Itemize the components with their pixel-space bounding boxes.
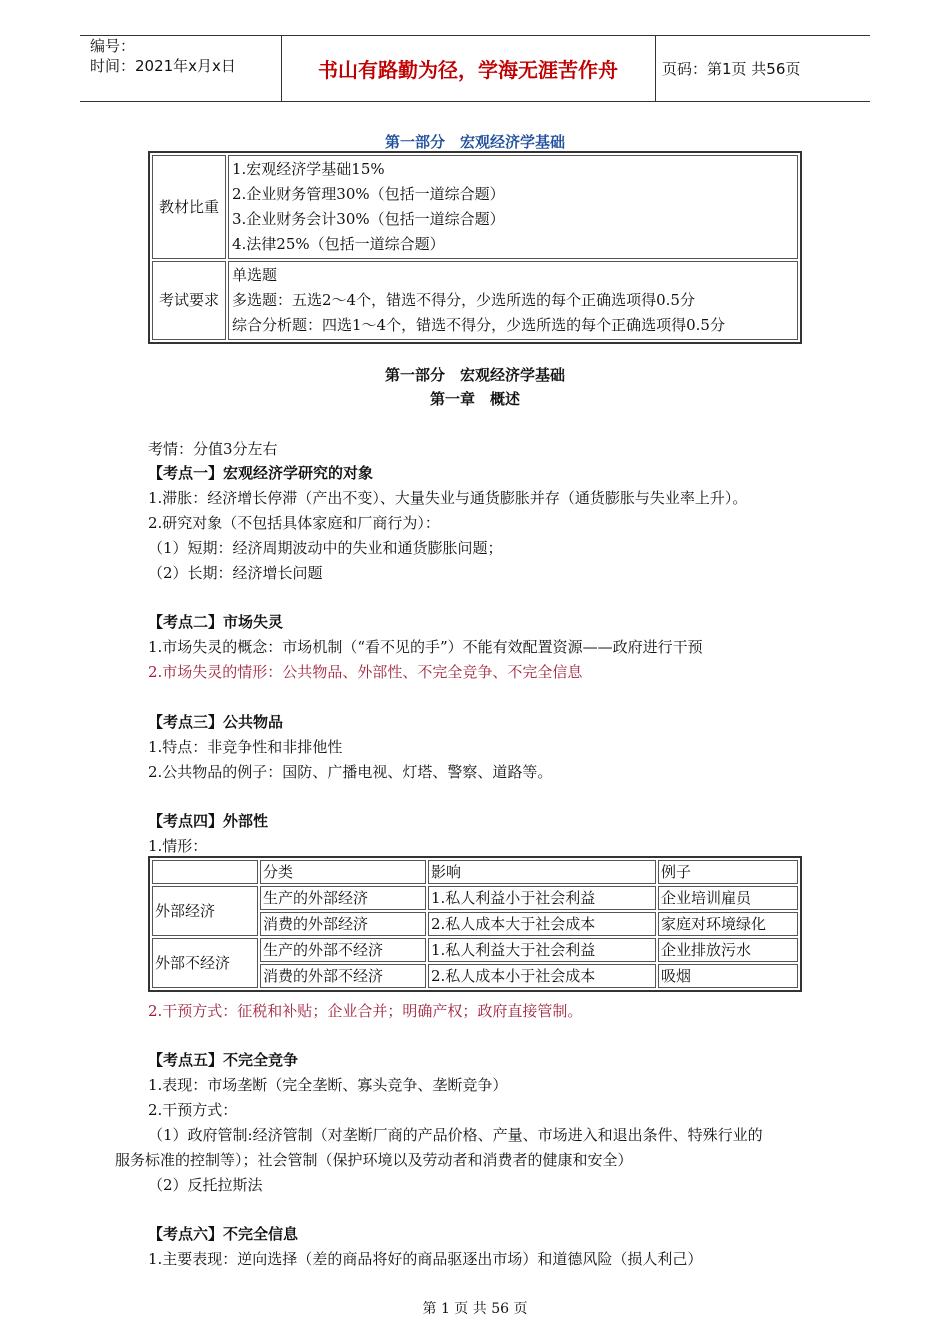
exam-overview: 考情：分值3分左右 bbox=[148, 440, 278, 458]
header-page-label: 页码：第1页 共56页 bbox=[662, 60, 801, 78]
header-divider-2 bbox=[655, 35, 656, 101]
weight-line: 3.企业财务会计30%（包括一道综合题） bbox=[232, 210, 505, 228]
table-cell: 家庭对环境绿化 bbox=[658, 912, 798, 936]
kp5-line: （2）反托拉斯法 bbox=[148, 1176, 263, 1194]
kp5-line: 服务标准的控制等）；社会管制（保护环境以及劳动者和消费者的健康和安全） bbox=[115, 1151, 633, 1169]
kp1-line: （1）短期：经济周期波动中的失业和通货膨胀问题； bbox=[148, 539, 503, 557]
chapter-title: 第一章 概述 bbox=[429, 390, 520, 408]
table-cell bbox=[152, 860, 258, 884]
table-cell: 消费的外部经济 bbox=[260, 912, 426, 936]
exam-info-table bbox=[148, 151, 802, 344]
row-label-weight: 教材比重 bbox=[152, 155, 226, 259]
part-title-blue: 第一部分 宏观经济学基础 bbox=[384, 133, 565, 151]
kp3-title: 【考点三】公共物品 bbox=[148, 713, 284, 731]
kp5-line: 1.表现：市场垄断（完全垄断、寡头竞争、垄断竞争） bbox=[148, 1076, 508, 1094]
kp2-title: 【考点二】市场失灵 bbox=[148, 613, 284, 631]
table-cell: 1.私人利益小于社会利益 bbox=[428, 886, 656, 910]
weight-cell bbox=[228, 155, 798, 259]
header-bottom-rule bbox=[80, 101, 870, 102]
table-cell: 企业排放污水 bbox=[658, 938, 798, 962]
kp6-line: 1.主要表现：逆向选择（差的商品将好的商品驱逐出市场）和道德风险（损人利己） bbox=[148, 1250, 703, 1268]
header-motto: 书山有路勤为径，学海无涯苦作舟 bbox=[318, 57, 618, 82]
requirement-line: 单选题 bbox=[232, 266, 278, 284]
row-label-requirement: 考试要求 bbox=[152, 261, 226, 340]
kp2-line: 1.市场失灵的概念：市场机制（“看不见的手”）不能有效配置资源——政府进行干预 bbox=[148, 638, 703, 656]
kp3-line: 1.特点：非竞争性和非排他性 bbox=[148, 738, 343, 756]
table-header: 分类 bbox=[260, 860, 426, 884]
table-row bbox=[152, 938, 798, 962]
kp5-line: （1）政府管制:经济管制（对垄断厂商的产品价格、产量、市场进入和退出条件、特殊行业的 bbox=[148, 1126, 763, 1144]
table-header: 影响 bbox=[428, 860, 656, 884]
doc-number-label: 编号： bbox=[90, 37, 136, 55]
table-cell: 生产的外部经济 bbox=[260, 886, 426, 910]
table-header: 例子 bbox=[658, 860, 798, 884]
table-row bbox=[152, 261, 798, 340]
doc-time-label: 时间：2021年x月x日 bbox=[90, 57, 236, 75]
kp6-title: 【考点六】不完全信息 bbox=[148, 1225, 299, 1243]
table-row bbox=[152, 155, 798, 259]
table-cell: 企业培训雇员 bbox=[658, 886, 798, 910]
requirement-line: 综合分析题：四选1～4个，错选不得分，少选所选的每个正确选项得0.5分 bbox=[232, 316, 725, 334]
table-row bbox=[152, 886, 798, 910]
table-cell: 2.私人成本小于社会成本 bbox=[428, 964, 656, 988]
requirement-line: 多选题：五选2～4个，错选不得分，少选所选的每个正确选项得0.5分 bbox=[232, 291, 695, 309]
kp1-title: 【考点一】宏观经济学研究的对象 bbox=[148, 464, 374, 482]
weight-line: 1.宏观经济学基础15% bbox=[232, 160, 385, 178]
part-title: 第一部分 宏观经济学基础 bbox=[384, 366, 565, 384]
page-footer: 第 1 页 共 56 页 bbox=[422, 1301, 528, 1317]
kp3-line: 2.公共物品的例子：国防、广播电视、灯塔、警察、道路等。 bbox=[148, 763, 553, 781]
kp5-title: 【考点五】不完全竞争 bbox=[148, 1051, 299, 1069]
weight-line: 4.法律25%（包括一道综合题） bbox=[232, 235, 445, 253]
kp4-line-highlight: 2.干预方式：征税和补贴；企业合并；明确产权；政府直接管制。 bbox=[148, 1002, 583, 1020]
kp2-line-highlight: 2.市场失灵的情形：公共物品、外部性、不完全竞争、不完全信息 bbox=[148, 663, 583, 681]
kp1-line: 1.滞胀：经济增长停滞（产出不变）、大量失业与通货膨胀并存（通货膨胀与失业率上升）。 bbox=[148, 489, 748, 507]
table-cell: 1.私人利益大于社会利益 bbox=[428, 938, 656, 962]
table-cell: 生产的外部不经济 bbox=[260, 938, 426, 962]
externality-table bbox=[148, 856, 802, 992]
kp1-line: 2.研究对象（不包括具体家庭和厂商行为）： bbox=[148, 514, 440, 532]
group-label: 外部经济 bbox=[152, 886, 258, 936]
kp1-line: （2）长期：经济增长问题 bbox=[148, 564, 323, 582]
header-meta bbox=[90, 36, 236, 76]
group-label: 外部不经济 bbox=[152, 938, 258, 988]
kp4-title: 【考点四】外部性 bbox=[148, 812, 269, 830]
requirement-cell bbox=[228, 261, 798, 340]
table-row bbox=[152, 860, 798, 884]
table-cell: 2.私人成本大于社会成本 bbox=[428, 912, 656, 936]
kp5-line: 2.干预方式： bbox=[148, 1101, 238, 1119]
kp4-line: 1.情形： bbox=[148, 837, 208, 855]
weight-line: 2.企业财务管理30%（包括一道综合题） bbox=[232, 185, 505, 203]
table-cell: 消费的外部不经济 bbox=[260, 964, 426, 988]
table-cell: 吸烟 bbox=[658, 964, 798, 988]
